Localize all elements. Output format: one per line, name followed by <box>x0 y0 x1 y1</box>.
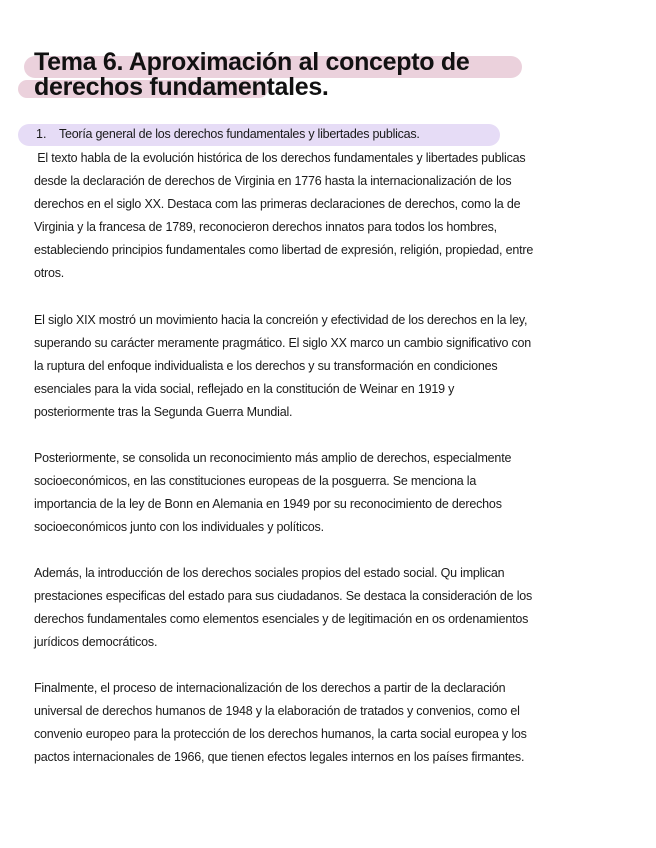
paragraph-line: la ruptura del enfoque individualista e los derechos y su transformación en condiciones <box>34 359 498 373</box>
paragraph-line: convenio europeo para la protección de los derechos humanos, la carta social europea y los <box>34 727 527 741</box>
paragraph-line: derechos en el siglo XX. Destaca com las primeras declaraciones de derechos, como la de <box>34 197 521 211</box>
paragraph-line: importancia de la ley de Bonn en Alemania en 1949 por su reconocimiento de derechos <box>34 497 502 511</box>
paragraph-line: prestaciones especificas del estado para sus ciudadanos. Se destaca la consideración de los <box>34 589 533 603</box>
page-title <box>34 50 554 100</box>
paragraph-line: superando su carácter meramente pragmático. El siglo XX marco un cambio significativo con <box>34 336 532 350</box>
paragraph <box>34 147 624 285</box>
section-heading <box>18 124 500 146</box>
paragraph <box>34 309 624 424</box>
paragraph-line: Virginia y la francesa de 1789, reconocieron derechos innatos para todos los hombres, <box>34 220 497 234</box>
paragraph-line: Finalmente, el proceso de internacionalización de los derechos a partir de la declaración <box>34 681 506 695</box>
paragraph <box>34 677 624 769</box>
paragraph-line: Además, la introducción de los derechos sociales propios del estado social. Qu implican <box>34 566 505 580</box>
paragraph <box>34 562 624 654</box>
paragraph-line: desde la declaración de derechos de Virginia en 1776 hasta la internacionalización de los <box>34 174 512 188</box>
paragraph-line: socioeconómicos junto con los individuales y políticos. <box>34 520 324 534</box>
paragraph-line: pactos internacionales de 1966, que tienen efectos legales internos en los países firmantes. <box>34 750 525 764</box>
section-number: 1. <box>36 127 47 141</box>
paragraph-line: otros. <box>34 266 65 280</box>
section-label: Teoría general de los derechos fundamentales y libertades publicas. <box>59 127 420 141</box>
paragraph-line: posteriormente tras la Segunda Guerra Mundial. <box>34 405 293 419</box>
paragraph-line: universal de derechos humanos de 1948 y la elaboración de tratados y convenios, como el <box>34 704 520 718</box>
paragraph-line: socioeconómicos, en las constituciones europeas de la posguerra. Se menciona la <box>34 474 477 488</box>
paragraph-line: Posteriormente, se consolida un reconocimiento más amplio de derechos, especialmente <box>34 451 512 465</box>
paragraph-line: El texto habla de la evolución histórica de los derechos fundamentales y libertades publicas <box>34 151 526 165</box>
paragraph-line: estableciendo principios fundamentales como libertad de expresión, religión, propiedad, entre <box>34 243 534 257</box>
paragraph-line: derechos fundamentales como elementos esenciales y de legitimación en os ordenamientos <box>34 612 529 626</box>
paragraph-line: esenciales para la vida social, reflejado en la constitución de Weinar en 1919 y <box>34 382 455 396</box>
title-line: Tema 6. Aproximación al concepto de <box>34 48 470 76</box>
paragraph-line: jurídicos democráticos. <box>34 635 158 649</box>
title-line: derechos fundamentales. <box>34 73 329 101</box>
paragraph <box>34 447 624 539</box>
paragraph-line: El siglo XIX mostró un movimiento hacia la concreión y efectividad de los derechos en la ley, <box>34 313 528 327</box>
